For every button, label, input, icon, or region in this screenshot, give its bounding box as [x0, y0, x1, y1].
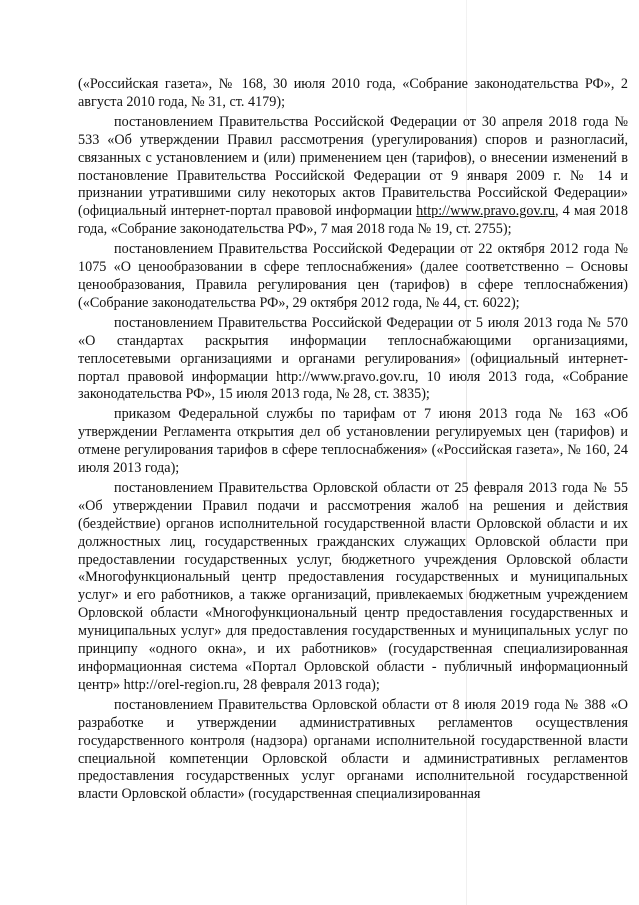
paragraph-7: постановлением Правительства Орловской области от 8 июля 2019 года № 388 «О разработке и утверждении административных регламентов осуществления государственного контроля (надзора) органами исполнительной государственной власти специальной компетенции Орловской области и административных регламентов предоставления государственных услуг органами исполнительной государственной власти Орловской области» (государственная специализированная [78, 696, 628, 803]
paragraph-3: постановлением Правительства Российской Федерации от 22 октября 2012 года № 1075 «О ценообразовании в сфере теплоснабжения» (далее соответственно – Основы ценообразования, Правила регулирования цен (тарифов) в сфере теплоснабжения) («Собрание законодательства РФ», 29 октября 2012 года, № 44, ст. 6022); [78, 241, 628, 311]
paragraph-2 [78, 114, 628, 239]
paragraph-4: постановлением Правительства Российской Федерации от 5 июля 2013 года № 570 «О стандартах раскрытия информации теплоснабжающими организациями, теплосетевыми организациями и органами регулирования» (официальный интернет-портал правовой информации http://www.pravo.gov.ru, 10 июля 2013 года, «Собрание законодательства РФ», 15 июля 2013 года, № 28, ст. 3835); [78, 314, 628, 403]
paragraph-5: приказом Федеральной службы по тарифам от 7 июня 2013 года № 163 «Об утверждении Регламента открытия дел об установлении регулируемых цен (тарифов) и отмене регулирования тарифов в сфере теплоснабжения» («Российская газета», № 160, 24 июля 2013 года); [78, 406, 628, 477]
pravo-link[interactable]: http://www.pravo.gov.ru [416, 203, 556, 220]
paragraph-2-part-3: , 4 мая 2018 года, «Собрание законодательства РФ», 7 мая 2018 года № 19, ст. 2755); [78, 203, 628, 238]
paragraph-6: постановлением Правительства Орловской области от 25 февраля 2013 года № 55 «Об утверждении Правил подачи и рассмотрения жалоб на решения и действия (бездействие) органов исполнительной государственной власти Орловской области и их должностных лиц, государственных гражданских служащих Орловской области при предоставлении государственных услуг, бюджетного учреждения Орловской области «Многофункциональный центр предоставления государственных и муниципальных услуг» и его работников, а также организаций, привлекаемых бюджетным учреждением Орловской области «Многофункциональный центр предоставления государственных и муниципальных услуг» для предоставления государственных и муниципальных услуг по принципу «одного окна», и их работников» (государственная специализированная информационная система «Портал Орловской области - публичный информационный центр» http://orel-region.ru, 28 февраля 2013 года); [78, 479, 628, 693]
paragraph-1: («Российская газета», № 168, 30 июля 2010 года, «Собрание законодательства РФ», 2 августа 2010 года, № 31, ст. 4179); [78, 76, 628, 110]
paragraph-2-part-1: постановлением Правительства Российской Федерации от 30 апреля 2018 года № 533 «Об утверждении Правил рассмотрения (урегулирования) споров и разногласий, связанных с установлением и (или) применением цен (тарифов), о внесении изменений в постановление Правительства Российской Федерации от 9 января 2009 г. № 14 и признании утратившими силу некоторых актов Правительства Российской Федерации» (официальный интернет-портал правовой информации [78, 113, 628, 220]
document-body [78, 76, 628, 806]
